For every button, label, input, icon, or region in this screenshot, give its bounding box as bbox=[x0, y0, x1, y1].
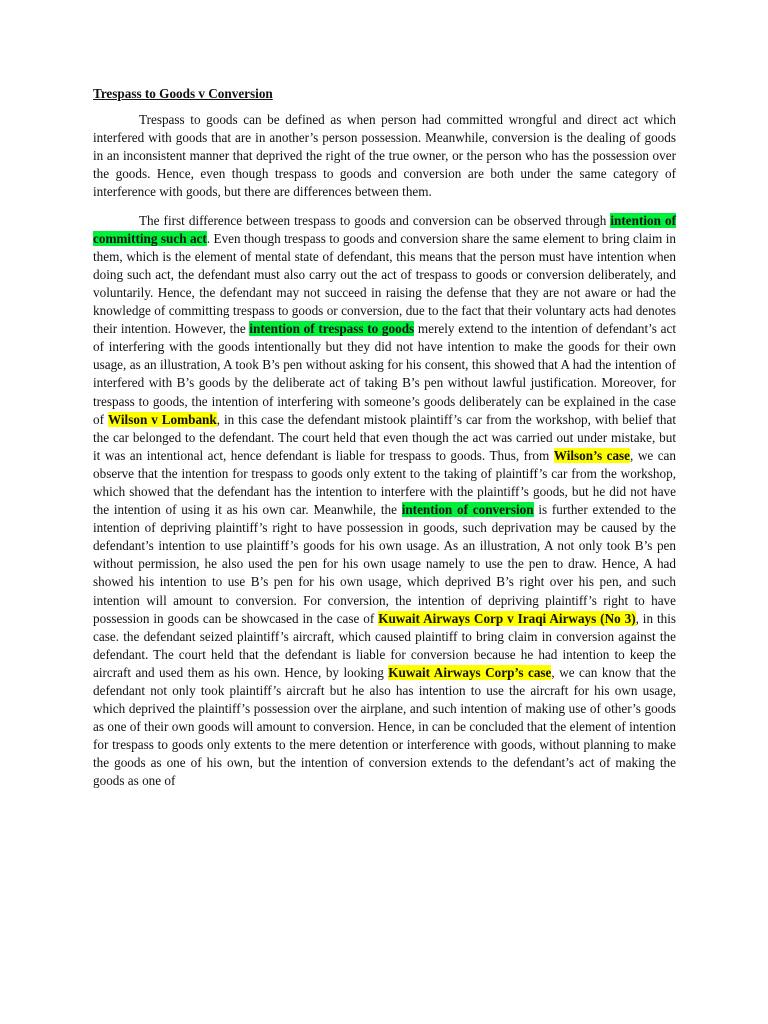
paragraph-1: Trespass to goods can be defined as when person had committed wrongful and direct act which interfered with goods that are in another’s person possession. Meanwhile, conversion is the dealing of goods in an inconsistent manner that deprived the right of the true owner, or the person who has the possession over the goods. Hence, even though trespass to goods and conversion are both under the same category of interference with goods, but there are differences between them. bbox=[93, 112, 676, 200]
highlight-case-kuwait-airways: Kuwait Airways Corp v Iraqi Airways (No 3) bbox=[378, 610, 636, 626]
paragraph-2-text-2: . Even though trespass to goods and conversion share the same element to bring claim in them, which is the element of mental state of defendant, this means that the person must have intention when doing such act, the defendant must also carry out the act of trespass to goods or conversion deliberately, and voluntarily. Hence, the defendant may not succeed in raising the defense that they are not aware or had the knowledge of committing trespass to goods or conversion, due to the fact that their voluntary acts had denotes their intention. However, the bbox=[93, 230, 676, 337]
paragraph-2-text-1: The first difference between trespass to goods and conversion can be observed through bbox=[139, 212, 611, 228]
highlight-intention-of-conversion: intention of conversion bbox=[401, 502, 534, 518]
document-title: Trespass to Goods v Conversion bbox=[93, 86, 273, 101]
highlight-intention-of-committing: intention of committing such act bbox=[93, 212, 676, 246]
paragraph-2-text-4: , in this case the defendant mistook plaintiff’s car from the workshop, with belief that the car belonged to the defendant. The court held that even though the act was carried out under mistake, but it was an intentional act, hence defendant is liable for trespass to goods. Thus, from bbox=[93, 411, 676, 463]
paragraph-2-text-5: , we can observe that the intention for trespass to goods only extent to the taking of plaintiff’s car from the workshop, which showed that the defendant has the intention to interfere with the plaintiff’s goods, but he did not have the intention of using it as his own car. Meanwhile, the bbox=[93, 447, 676, 518]
paragraph-2-text-3: merely extend to the intention of defendant’s act of interfering with the goods intentionally but they did not have intention to make the goods for their own usage, as an illustration, A took B’s pen without asking for his consent, this showed that A had the intention of interfered with B’s goods by the deliberate act of taking B’s pen without lawful justification. Moreover, for trespass to goods, the intention of interfering with someone’s goods deliberately can be explained in the case of bbox=[93, 321, 676, 427]
paragraph-2-text-6: is further extended to the intention of depriving plaintiff’s right to have possession in goods, such deprivation may be caused by the defendant’s intention to use plaintiff’s goods for his own usage. As an illustration, A not only took B’s pen without permission, he also used the pen for his own usage namely to use the pen to draw. Hence, A had showed his intention to use B’s pen for his own usage, which deprived B’s right over his pen, and such intention will amount to conversion. For conversion, the intention of depriving plaintiff’s right to have possession in goods can be showcased in the case of bbox=[93, 502, 676, 626]
paragraph-2-text-8: , we can know that the defendant not only took plaintiff’s aircraft but he also has intention to use the aircraft for his own usage, which deprived the plaintiff’s possession over the airplane, and such intention of making use of other’s goods as one of their own goods will amount to conversion. Hence, in can be concluded that the element of intention for trespass to goods only extents to the mere detention or interference with goods, without planning to make the goods as one of his own, but the intention of conversion extends to the defendant’s act of making the goods as one of bbox=[93, 664, 676, 789]
highlight-intention-of-trespass: intention of trespass to goods bbox=[249, 321, 415, 337]
document-page bbox=[93, 85, 676, 801]
paragraph-2-text-7: , in this case. the defendant seized plaintiff’s aircraft, which caused plaintiff to bring claim in conversion against the defendant. The court held that the defendant is liable for conversion because he had intention to keep the aircraft and used them as his own. Hence, by looking bbox=[93, 610, 677, 680]
highlight-case-wilson-v-lombank: Wilson v Lombank bbox=[107, 411, 217, 427]
highlight-kuwait-airways-case: Kuwait Airways Corp’s case bbox=[388, 664, 552, 680]
paragraph-2 bbox=[93, 212, 676, 791]
highlight-wilsons-case: Wilson’s case bbox=[553, 447, 631, 463]
